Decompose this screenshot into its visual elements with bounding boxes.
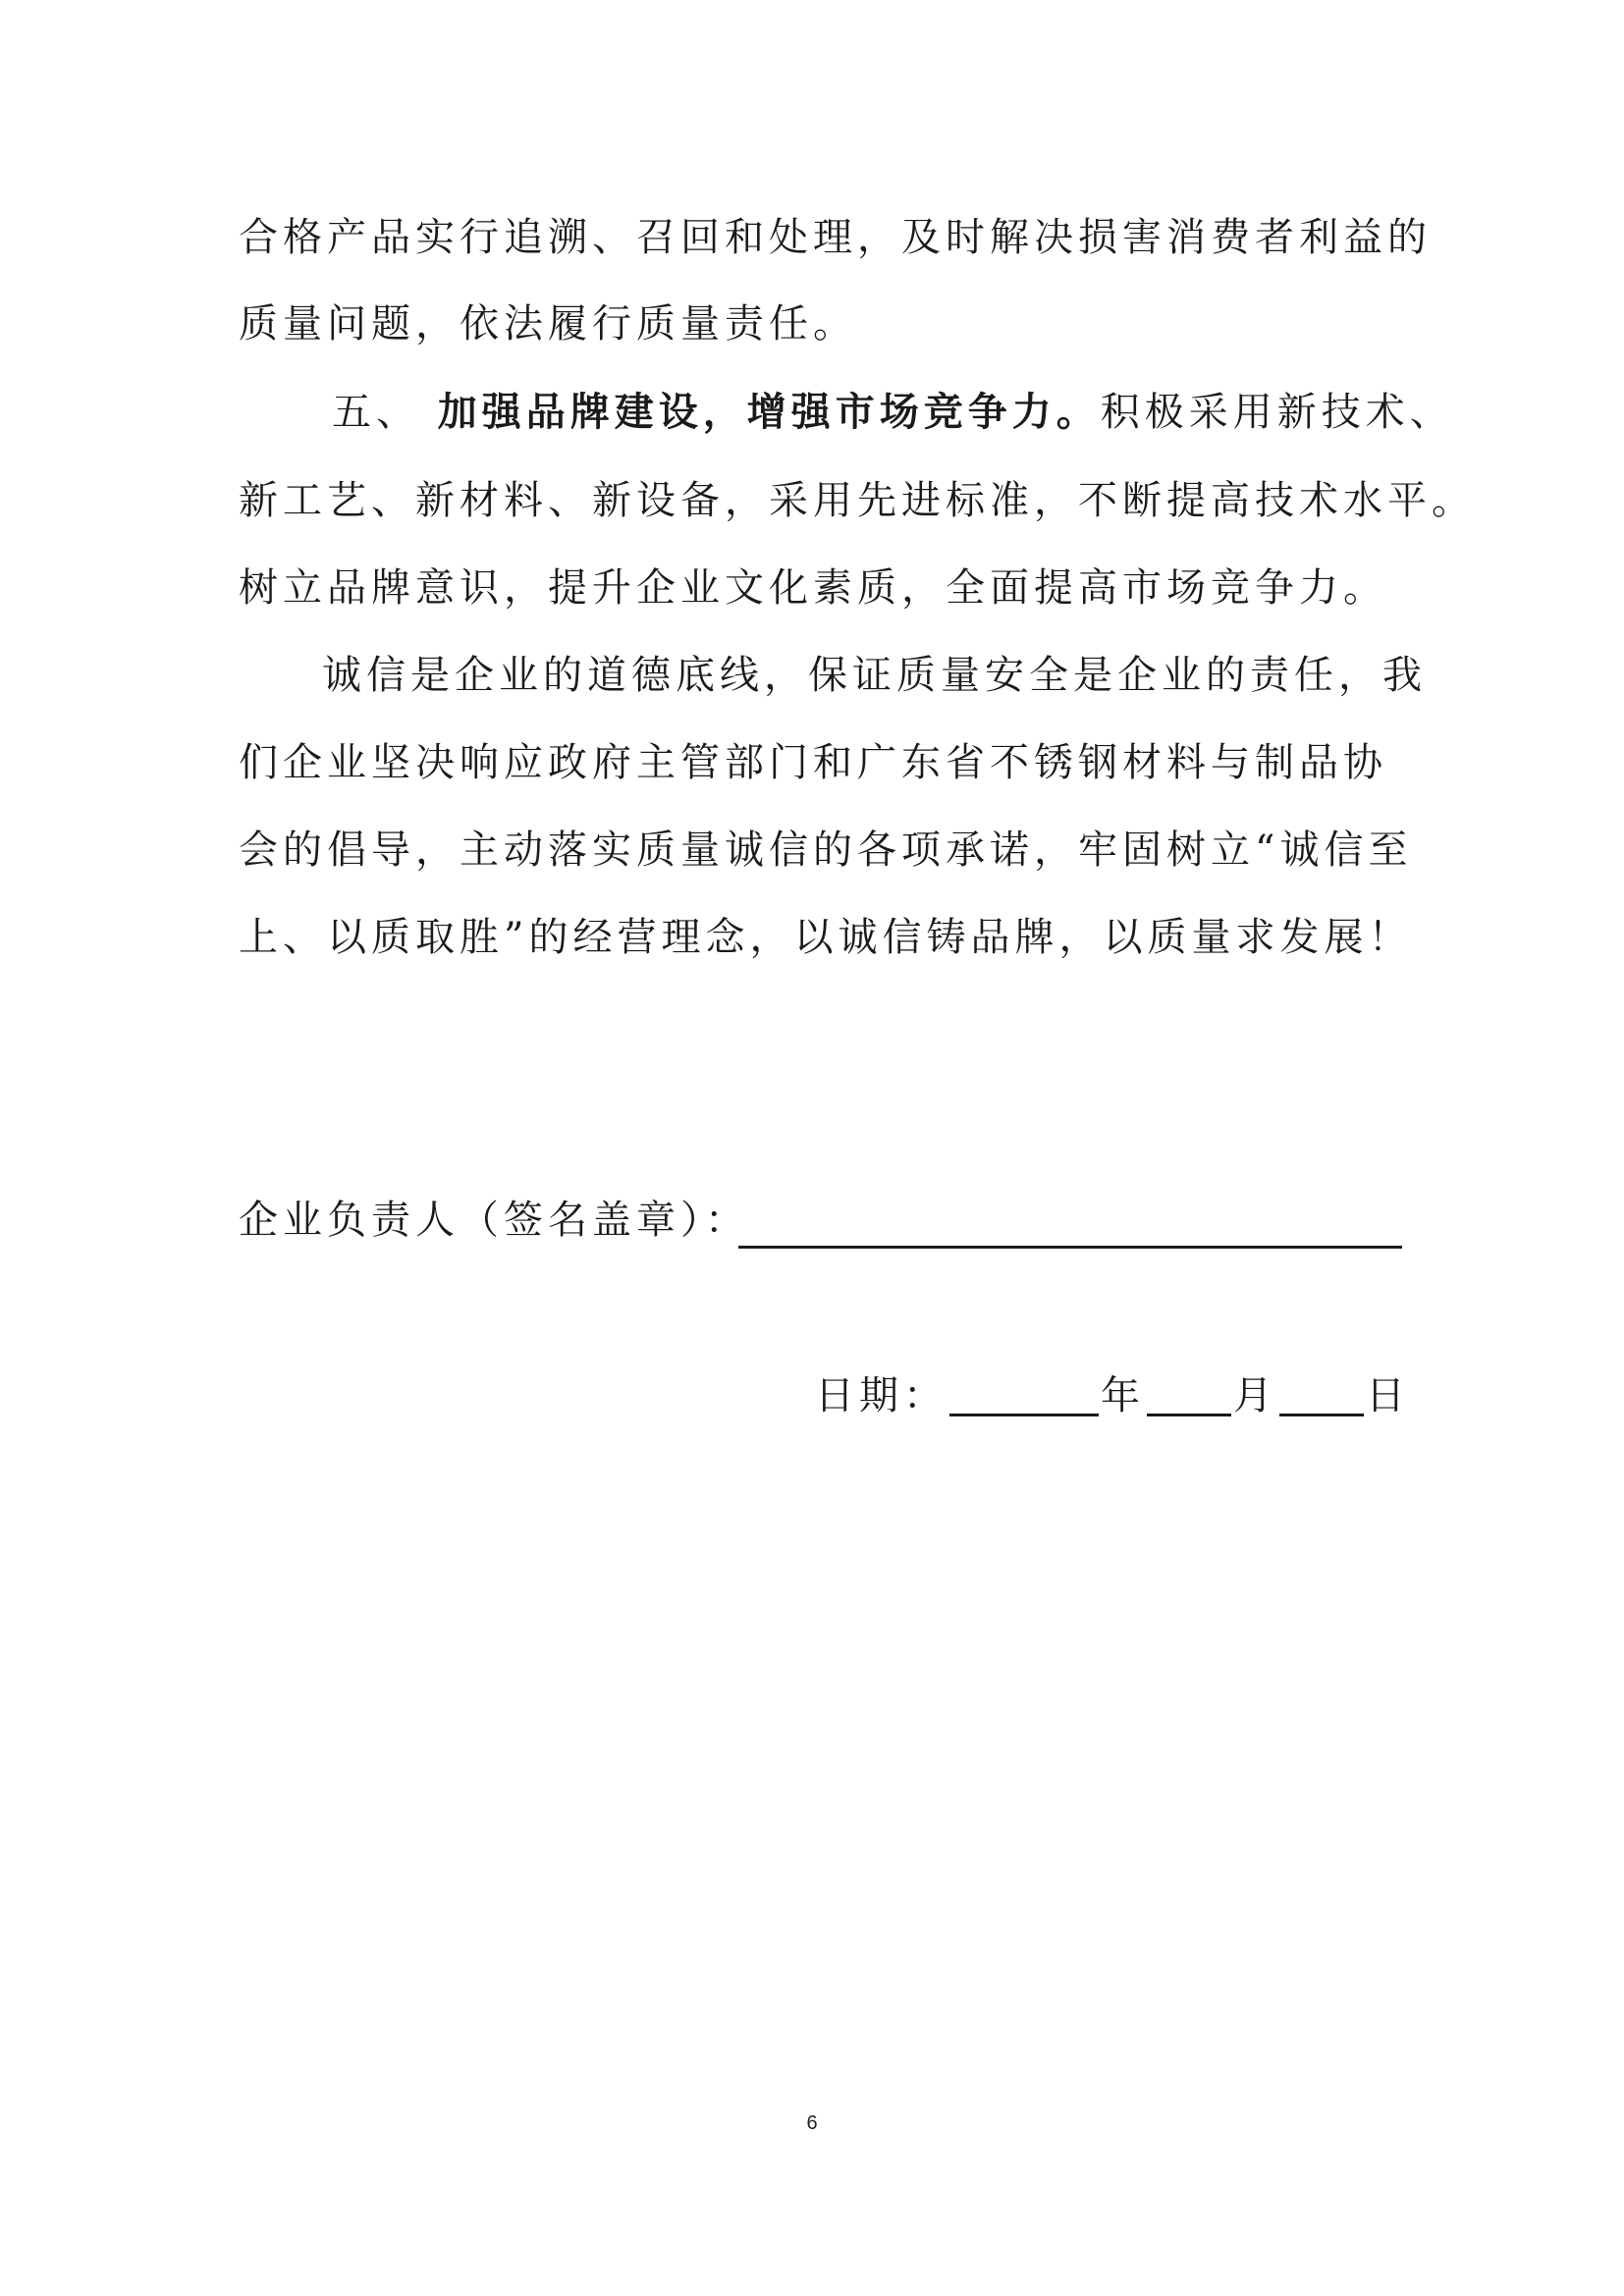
para2-line2: 新工艺、新材料、新设备，采用先进标准，不断提高技术水平。 <box>239 478 1476 523</box>
year-label: 年 <box>1101 1373 1145 1418</box>
section-number: 五、 <box>332 390 438 435</box>
month-field[interactable] <box>1147 1374 1231 1416</box>
section-heading: 加强品牌建设，增强市场竞争力。 <box>437 389 1101 435</box>
date-label: 日期： <box>815 1373 947 1418</box>
para1-line2: 质量问题，依法履行质量责任。 <box>239 301 857 347</box>
page-number: 6 <box>806 2112 818 2134</box>
month-label: 月 <box>1233 1373 1277 1418</box>
para3-line1: 诚信是企业的道德底线，保证质量安全是企业的责任，我 <box>322 653 1427 698</box>
para3-line4: 上、以质取胜”的经营理念，以诚信铸品牌，以质量求发展！ <box>239 915 1413 960</box>
para3-line2: 们企业坚决响应政府主管部门和广东省不锈钢材料与制品协 <box>239 740 1387 785</box>
signature-label: 企业负责人（签名盖章）： <box>239 1198 749 1243</box>
para3-line3: 会的倡导，主动落实质量诚信的各项承诺，牢固树立“诚信至 <box>239 828 1413 873</box>
year-field[interactable] <box>949 1374 1099 1416</box>
day-label: 日 <box>1366 1373 1410 1418</box>
para1-line1: 合格产品实行追溯、召回和处理，及时解决损害消费者利益的 <box>239 215 1432 260</box>
para2-line3: 树立品牌意识，提升企业文化素质，全面提高市场竞争力。 <box>239 565 1387 611</box>
date-row <box>815 1368 1410 1423</box>
para2-line1 <box>332 385 1454 440</box>
para2-line1-rest: 积极采用新技术、 <box>1100 390 1454 435</box>
day-field[interactable] <box>1279 1374 1364 1416</box>
signature-field[interactable] <box>738 1246 1402 1249</box>
